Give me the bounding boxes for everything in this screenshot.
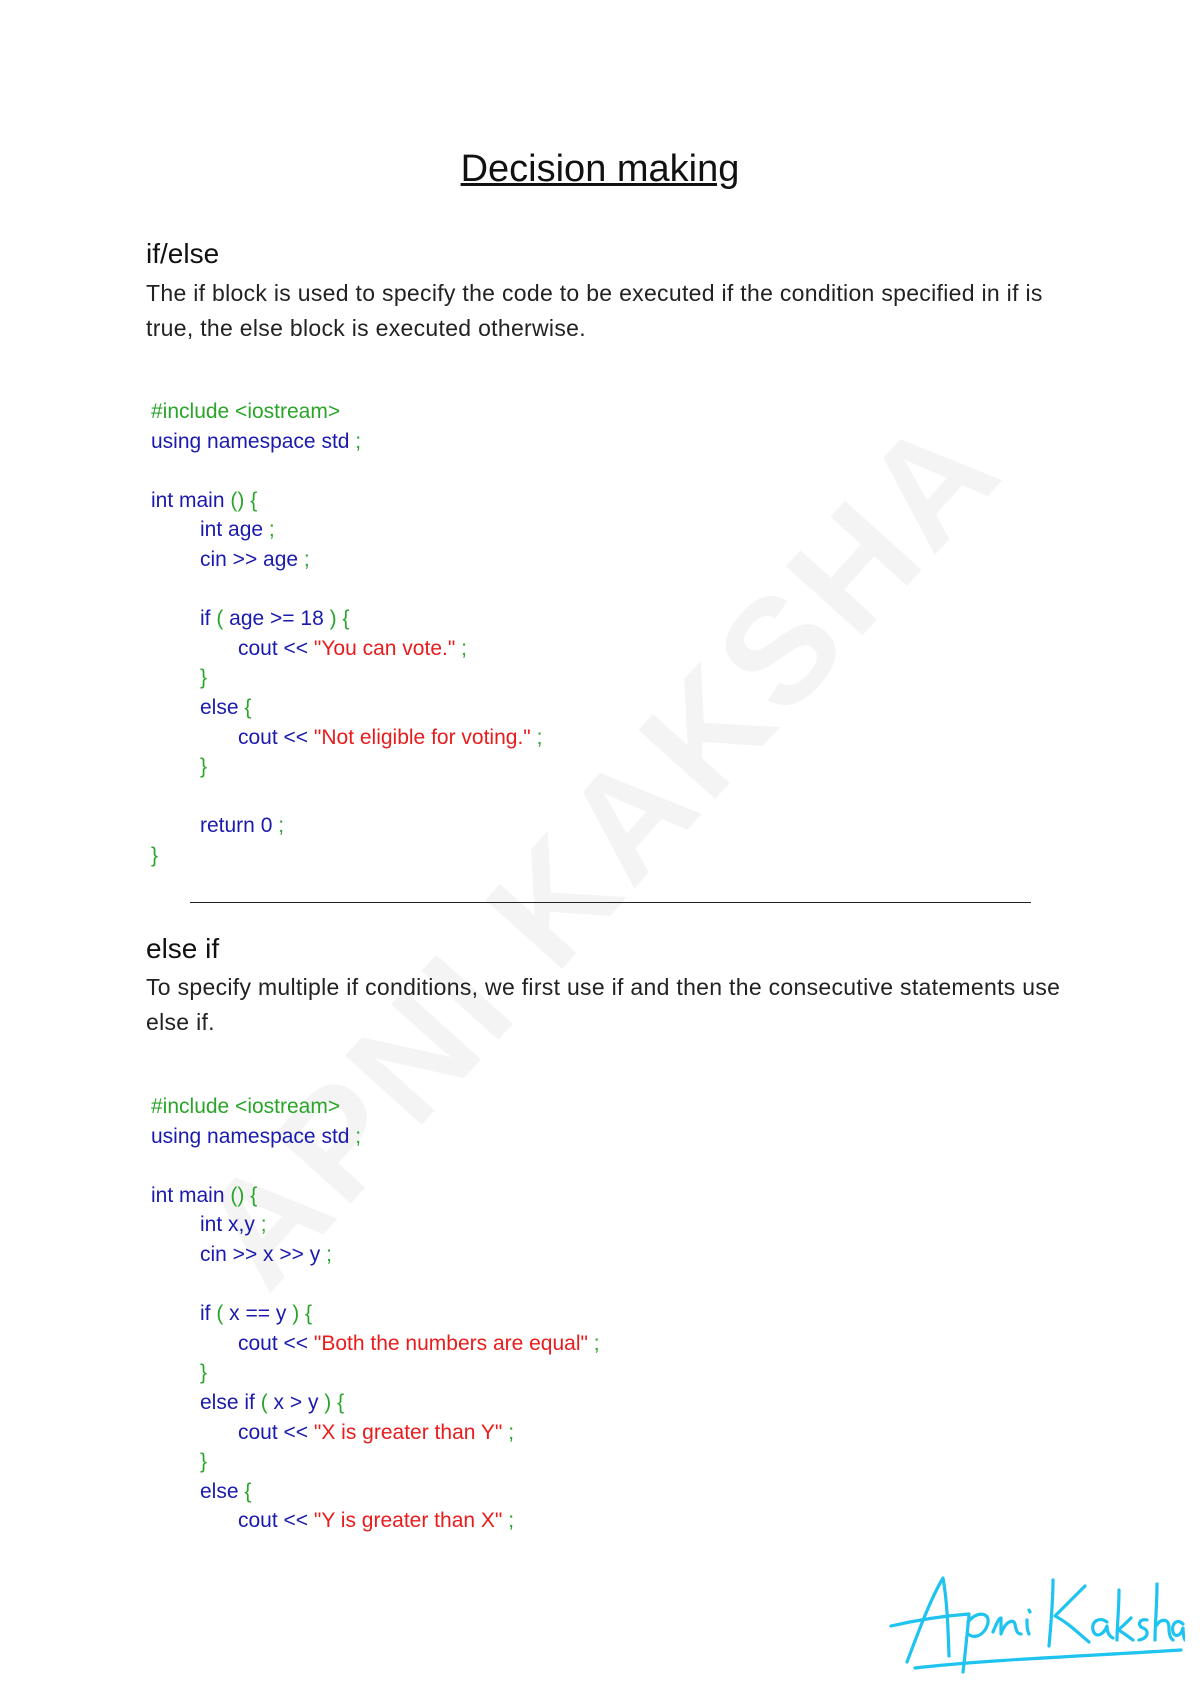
code-line — [151, 1418, 600, 1448]
page-title: Decision making — [460, 148, 740, 190]
code-line — [151, 397, 542, 427]
code-line — [151, 604, 542, 634]
code-punctuation: ; — [349, 1124, 362, 1148]
code-line — [151, 1092, 600, 1122]
code-block-if-else — [151, 397, 542, 871]
code-line — [151, 1329, 600, 1359]
code-keyword: int main — [151, 1183, 231, 1207]
code-punctuation: ( — [216, 607, 230, 631]
code-line — [151, 782, 542, 812]
code-keyword: age >= — [229, 607, 301, 631]
code-punctuation: ( — [216, 1302, 230, 1326]
code-line — [151, 693, 542, 723]
code-line — [151, 486, 542, 516]
code-punctuation: () { — [230, 488, 258, 512]
code-line — [151, 663, 542, 693]
code-string-literal: "X is greater than Y" — [313, 1420, 503, 1444]
code-keyword: cin >> x >> y — [200, 1242, 321, 1266]
code-line — [151, 1358, 600, 1388]
code-keyword: int age — [200, 518, 264, 542]
code-preprocessor: #include <iostream> — [151, 400, 341, 423]
code-line — [151, 515, 542, 545]
code-punctuation: ; — [502, 1420, 515, 1444]
code-keyword: using namespace std — [151, 429, 350, 453]
code-line — [151, 1181, 600, 1211]
code-block-else-if — [151, 1092, 600, 1536]
section-paragraph-else-if: To specify multiple if conditions, we first use if and then the consecutive statements use else if. — [146, 974, 1061, 1035]
code-line — [151, 1151, 600, 1181]
code-string-literal: "Both the numbers are equal" — [313, 1331, 588, 1355]
code-punctuation: ; — [455, 636, 467, 660]
code-punctuation: { — [244, 1479, 252, 1503]
code-line — [151, 811, 542, 841]
code-punctuation: ; — [320, 1242, 332, 1266]
code-string-literal: "Not eligible for voting." — [313, 725, 531, 749]
code-number: 0 — [260, 814, 273, 838]
code-keyword: cin >> age — [200, 547, 299, 571]
code-line — [151, 1447, 600, 1477]
code-string-literal: "You can vote." — [313, 636, 456, 660]
code-keyword: if — [200, 1302, 217, 1326]
code-punctuation: ; — [502, 1509, 515, 1533]
code-punctuation: ( — [260, 1390, 274, 1414]
section-heading-if-else: if/else — [146, 238, 220, 269]
code-keyword: return — [200, 814, 261, 838]
code-punctuation: ; — [587, 1331, 600, 1355]
apni-kaksha-signature-logo — [885, 1560, 1185, 1680]
code-punctuation: ; — [263, 518, 275, 542]
code-keyword: cout << — [238, 636, 314, 660]
code-keyword: if — [200, 607, 217, 631]
code-number: 18 — [300, 607, 324, 631]
section-heading-else-if: else if — [146, 933, 220, 964]
code-keyword: cout << — [238, 725, 314, 749]
code-punctuation: ; — [530, 725, 543, 749]
code-line — [151, 1299, 600, 1329]
code-punctuation: ; — [349, 429, 362, 453]
code-line — [151, 1270, 600, 1300]
code-punctuation: } — [200, 666, 208, 690]
code-line — [151, 1122, 600, 1152]
code-line — [151, 1388, 600, 1418]
code-punctuation: ; — [254, 1213, 267, 1237]
code-line — [151, 1210, 600, 1240]
code-preprocessor: #include <iostream> — [151, 1095, 341, 1118]
code-line — [151, 1477, 600, 1507]
code-punctuation: { — [244, 695, 252, 719]
code-keyword: using namespace std — [151, 1124, 350, 1148]
code-string-literal: "Y is greater than X" — [313, 1509, 503, 1533]
code-keyword: x == y — [229, 1302, 287, 1326]
code-keyword: else — [200, 695, 245, 719]
section-divider — [190, 902, 1031, 903]
code-punctuation: } — [200, 755, 208, 779]
code-line — [151, 634, 542, 664]
code-punctuation: ) { — [318, 1390, 345, 1414]
code-line — [151, 841, 542, 871]
code-keyword: x > y — [273, 1390, 319, 1414]
code-keyword: cout << — [238, 1420, 314, 1444]
code-punctuation: ) { — [323, 607, 350, 631]
code-keyword: cout << — [238, 1331, 314, 1355]
code-punctuation: } — [200, 1361, 208, 1385]
code-punctuation: ) { — [286, 1302, 313, 1326]
code-line — [151, 752, 542, 782]
section-paragraph-if-else: The if block is used to specify the code to be executed if the condition specified in if is true, the else block is executed otherwise. — [146, 280, 1043, 341]
code-punctuation: } — [200, 1450, 208, 1474]
code-punctuation: } — [151, 843, 159, 867]
code-keyword: int x,y — [200, 1213, 255, 1237]
code-keyword: int main — [151, 488, 231, 512]
code-line — [151, 1240, 600, 1270]
code-punctuation: () { — [230, 1183, 258, 1207]
code-keyword: cout << — [238, 1509, 314, 1533]
code-line — [151, 456, 542, 486]
code-keyword: else — [200, 1479, 245, 1503]
code-line — [151, 545, 542, 575]
code-line — [151, 427, 542, 457]
code-punctuation: ; — [298, 547, 310, 571]
code-line — [151, 723, 542, 753]
code-keyword: else if — [200, 1390, 261, 1414]
code-line — [151, 1506, 600, 1536]
code-punctuation: ; — [272, 814, 285, 838]
code-line — [151, 575, 542, 605]
